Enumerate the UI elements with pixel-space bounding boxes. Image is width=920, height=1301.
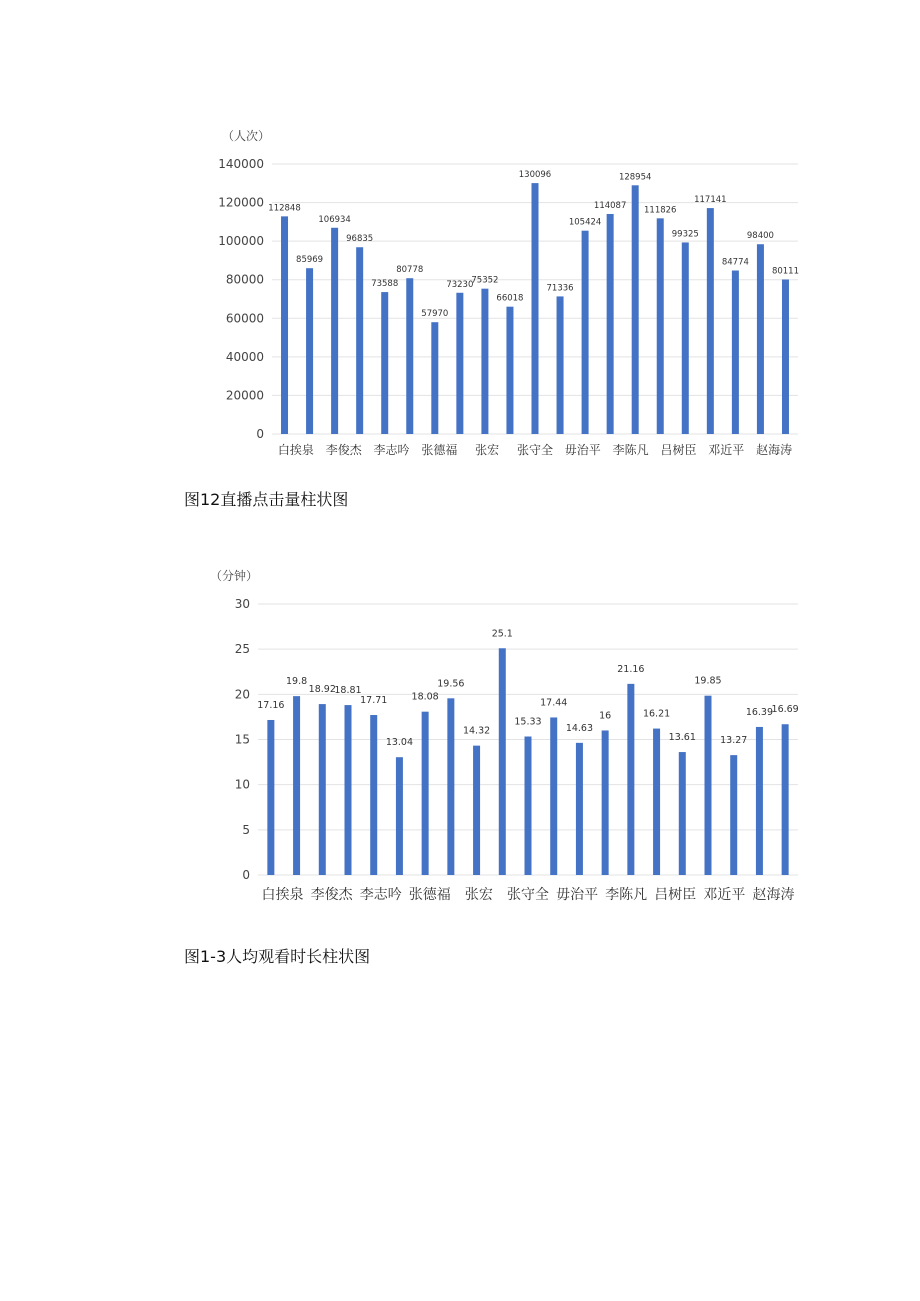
data-label: 98400 bbox=[746, 231, 774, 242]
data-label: 13.04 bbox=[385, 737, 414, 749]
bar bbox=[331, 228, 338, 434]
y-tick-label: 25 bbox=[234, 642, 250, 657]
bar bbox=[396, 757, 403, 875]
y-tick-label: 120000 bbox=[218, 195, 264, 210]
data-label: 21.16 bbox=[617, 663, 645, 675]
data-label: 25.1 bbox=[491, 628, 513, 640]
y-tick-label: 100000 bbox=[218, 234, 264, 249]
category-label: 张守全 bbox=[507, 887, 549, 903]
data-label: 99325 bbox=[671, 229, 699, 240]
category-label: 张德福 bbox=[408, 887, 451, 903]
category-label: 张德福 bbox=[421, 443, 458, 457]
category-label: 张宏 bbox=[464, 887, 493, 903]
data-label: 16.69 bbox=[771, 704, 799, 716]
bar bbox=[730, 755, 737, 875]
bar bbox=[473, 746, 480, 875]
click-count-bar-chart bbox=[210, 120, 810, 465]
category-label: 赵海涛 bbox=[752, 887, 795, 903]
data-label: 128954 bbox=[618, 172, 652, 183]
data-label: 75352 bbox=[471, 275, 499, 286]
data-label: 84774 bbox=[721, 257, 749, 268]
data-label: 105424 bbox=[568, 217, 602, 228]
bar bbox=[293, 696, 300, 875]
data-label: 18.92 bbox=[308, 684, 336, 696]
bar bbox=[281, 216, 288, 434]
bar bbox=[782, 724, 789, 875]
bar bbox=[506, 307, 513, 434]
y-tick-label: 40000 bbox=[225, 349, 264, 364]
bar bbox=[607, 214, 614, 434]
bar bbox=[481, 289, 488, 434]
y-unit-label: （人次） bbox=[222, 129, 271, 143]
data-label: 18.08 bbox=[411, 691, 439, 703]
bar bbox=[267, 720, 274, 875]
bar bbox=[707, 208, 714, 434]
y-tick-label: 0 bbox=[242, 868, 250, 882]
category-label: 李志吟 bbox=[359, 887, 402, 903]
y-tick-label: 5 bbox=[242, 822, 250, 837]
category-label: 李俊杰 bbox=[325, 443, 362, 457]
category-label: 吕树臣 bbox=[660, 443, 697, 457]
data-label: 80111 bbox=[771, 266, 799, 277]
bar bbox=[627, 684, 634, 875]
data-label: 19.8 bbox=[285, 676, 308, 688]
bar bbox=[576, 743, 583, 875]
bar bbox=[319, 704, 326, 875]
bar bbox=[532, 183, 539, 434]
bar bbox=[557, 296, 564, 434]
bar bbox=[550, 717, 557, 875]
category-label: 李陈凡 bbox=[605, 887, 648, 903]
y-tick-label: 80000 bbox=[225, 272, 264, 287]
bar bbox=[782, 280, 789, 434]
avg-watch-time-chart-svg bbox=[200, 560, 810, 910]
bar bbox=[447, 698, 454, 875]
bar bbox=[632, 185, 639, 434]
y-tick-label: 30 bbox=[234, 597, 250, 611]
bar bbox=[602, 730, 609, 875]
bar bbox=[657, 218, 664, 434]
bar bbox=[525, 737, 532, 875]
y-tick-label: 15 bbox=[234, 732, 250, 747]
category-label: 李俊杰 bbox=[310, 887, 353, 903]
bar bbox=[732, 271, 739, 434]
data-label: 111826 bbox=[644, 205, 677, 216]
chart1-caption: 图12直播点击量柱状图 bbox=[184, 490, 349, 509]
bar bbox=[679, 752, 686, 875]
y-tick-label: 140000 bbox=[218, 157, 264, 171]
bar bbox=[653, 729, 660, 875]
data-label: 80778 bbox=[396, 265, 424, 276]
y-tick-label: 0 bbox=[256, 427, 264, 441]
bar bbox=[682, 242, 689, 434]
category-label: 李志吟 bbox=[373, 443, 410, 457]
click-count-chart-svg bbox=[210, 120, 810, 465]
y-tick-label: 10 bbox=[234, 777, 250, 792]
category-label: 毋治平 bbox=[556, 887, 599, 903]
data-label: 85969 bbox=[296, 255, 324, 266]
data-label: 73230 bbox=[446, 279, 474, 290]
category-label: 白挨泉 bbox=[261, 887, 304, 903]
data-label: 57970 bbox=[421, 309, 449, 320]
category-label: 李陈凡 bbox=[612, 443, 649, 457]
bar bbox=[422, 712, 429, 875]
data-label: 16.39 bbox=[745, 706, 774, 718]
data-label: 73588 bbox=[371, 279, 399, 290]
category-label: 张宏 bbox=[475, 443, 500, 457]
bar bbox=[756, 727, 763, 875]
chart2-caption: 图1-3人均观看时长柱状图 bbox=[184, 947, 371, 966]
y-unit-label: （分钟） bbox=[210, 569, 259, 583]
bar bbox=[370, 715, 377, 875]
bar bbox=[431, 322, 438, 434]
data-label: 130096 bbox=[518, 170, 552, 181]
data-label: 17.44 bbox=[540, 697, 568, 709]
data-label: 14.32 bbox=[462, 725, 491, 737]
bar bbox=[406, 278, 413, 434]
data-label: 114087 bbox=[593, 200, 627, 211]
data-label: 13.61 bbox=[668, 732, 696, 744]
data-label: 19.85 bbox=[694, 675, 722, 687]
data-label: 112848 bbox=[268, 203, 301, 214]
bar bbox=[582, 231, 589, 434]
bar bbox=[456, 293, 463, 434]
bar bbox=[306, 268, 313, 434]
bar bbox=[345, 705, 352, 875]
data-label: 18.81 bbox=[334, 685, 362, 697]
data-label: 16 bbox=[599, 710, 612, 722]
category-label: 吕树臣 bbox=[654, 887, 697, 903]
y-tick-label: 20 bbox=[234, 687, 250, 702]
y-tick-label: 60000 bbox=[225, 311, 264, 326]
data-label: 13.27 bbox=[720, 735, 748, 747]
data-label: 71336 bbox=[546, 283, 574, 294]
category-label: 邓近平 bbox=[708, 443, 745, 457]
data-label: 117141 bbox=[694, 195, 727, 206]
data-label: 19.56 bbox=[437, 678, 465, 690]
y-tick-label: 20000 bbox=[225, 388, 264, 403]
data-label: 96835 bbox=[346, 234, 374, 245]
bar bbox=[356, 247, 363, 434]
category-label: 白挨泉 bbox=[277, 443, 314, 457]
data-label: 14.63 bbox=[565, 722, 594, 734]
data-label: 17.16 bbox=[257, 699, 285, 711]
bar bbox=[499, 648, 506, 875]
data-label: 17.71 bbox=[360, 695, 388, 707]
category-label: 毋治平 bbox=[564, 443, 601, 457]
category-label: 邓近平 bbox=[703, 887, 746, 903]
data-label: 66018 bbox=[496, 293, 524, 304]
category-label: 张守全 bbox=[516, 443, 554, 457]
data-label: 16.21 bbox=[642, 708, 671, 720]
data-label: 15.33 bbox=[514, 716, 542, 728]
bar bbox=[705, 696, 712, 875]
avg-watch-time-bar-chart bbox=[200, 560, 810, 910]
data-label: 106934 bbox=[318, 214, 351, 225]
bar bbox=[381, 292, 388, 434]
bar bbox=[757, 244, 764, 434]
category-label: 赵海涛 bbox=[756, 443, 793, 457]
